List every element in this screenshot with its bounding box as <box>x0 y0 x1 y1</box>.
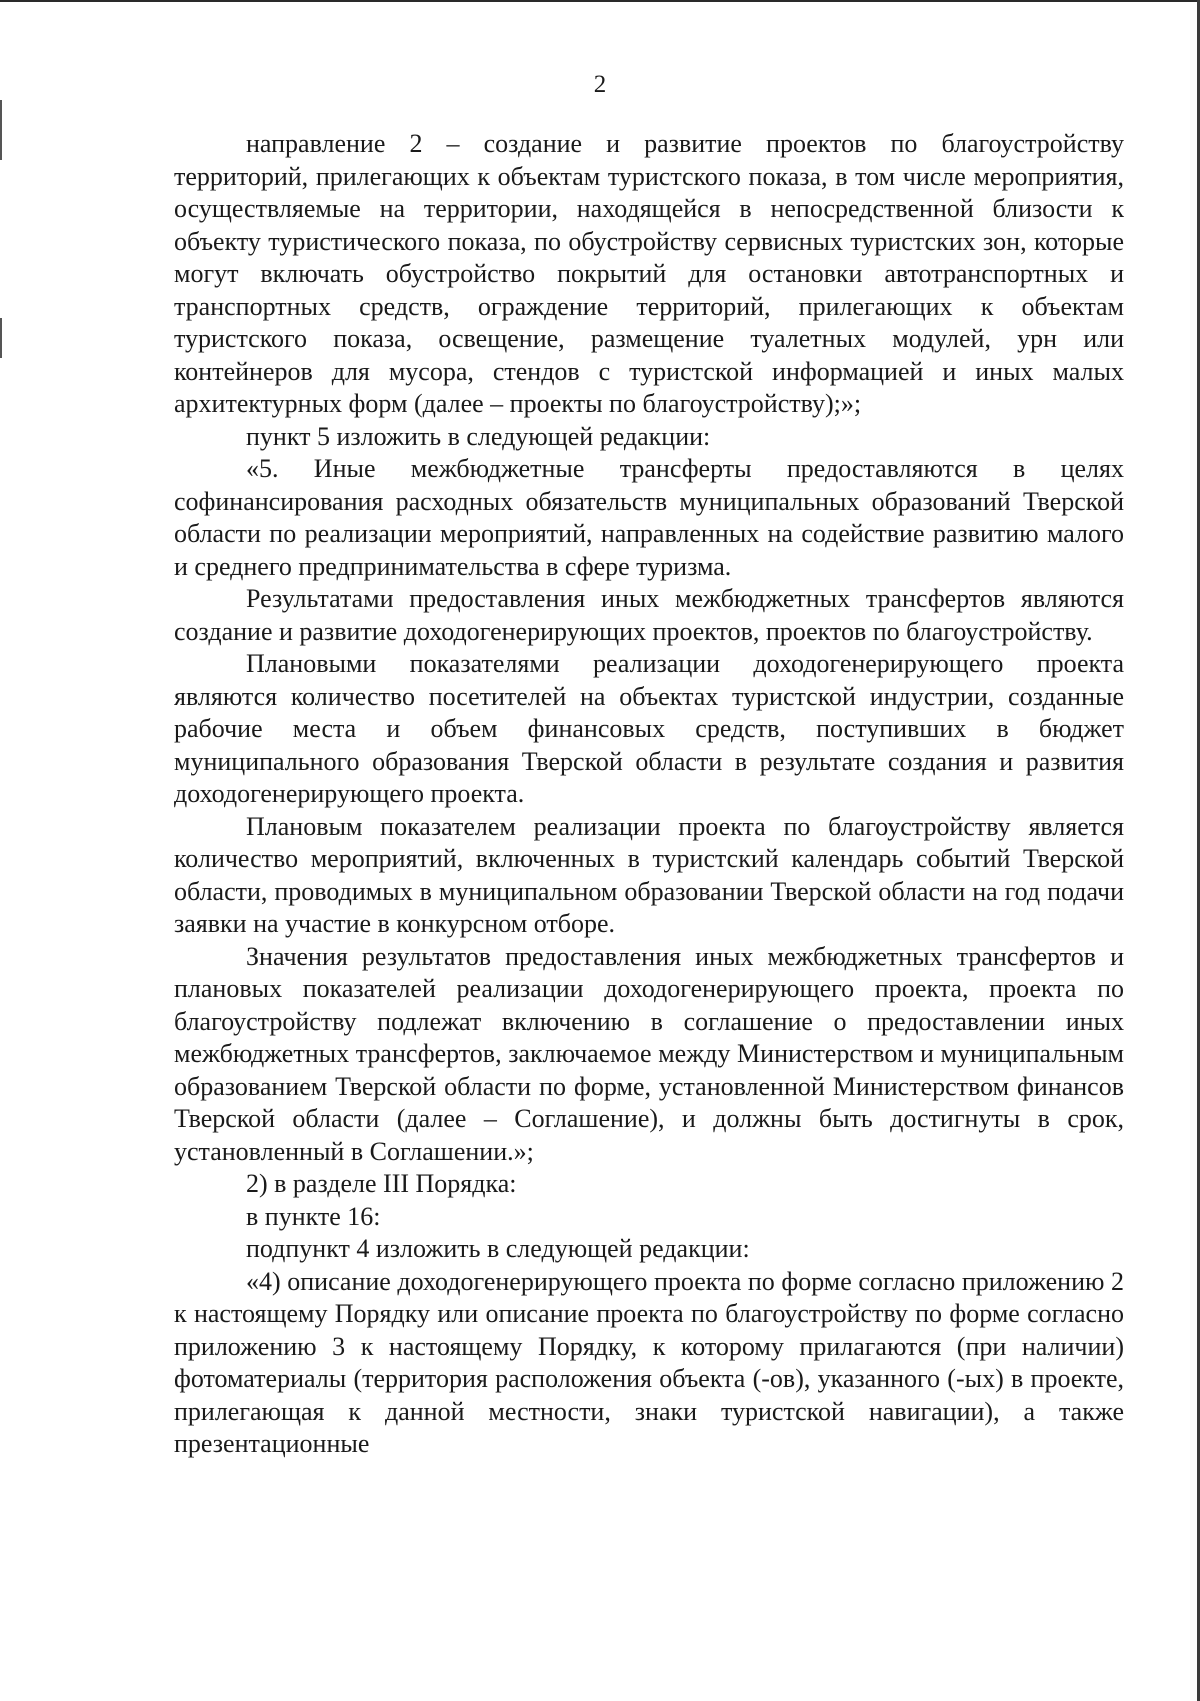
paragraph-item-16: в пункте 16: <box>246 1201 381 1231</box>
document-body <box>174 128 1124 1461</box>
scan-top-edge <box>0 0 1200 2</box>
page-number: 2 <box>593 71 607 98</box>
paragraph-item-5: «5. Иные межбюджетные трансферты предоставляются в целях софинансирования расходных обязательств муниципальных образований Тверской области по реализации мероприятий, направленных на содействие развитию малого и среднего предпринимательства в сфере туризма. <box>174 454 1124 581</box>
paragraph-results: Результатами предоставления иных межбюджетных трансфертов являются создание и развитие доходогенерирующих проектов, проектов по благоустройству. <box>174 584 1124 646</box>
paragraph-direction-2: направление 2 – создание и развитие проектов по благоустройству территорий, прилегающих к объектам туристского показа, в том числе мероприятия, осуществляемые на территории, находящейся в непосредственной близости к объекту туристического показа, по обустройству сервисных туристских зон, которые могут включать обустройство покрытий для остановки автотранспортных и транспортных средств, ограждение территорий, прилегающих к объектам туристского показа, освещение, размещение туалетных модулей, урн или контейнеров для мусора, стендов с туристской информацией и иных малых архитектурных форм (далее – проекты по благоустройству);»; <box>174 129 1124 418</box>
paragraph-item-5-intro: пункт 5 изложить в следующей редакции: <box>246 421 711 451</box>
paragraph-subitem-4-intro: подпункт 4 изложить в следующей редакции: <box>246 1234 750 1263</box>
scan-left-mark <box>0 318 2 358</box>
paragraph-subitem-4: «4) описание доходогенерирующего проекта по форме согласно приложению 2 к настоящему Порядку или описание проекта по благоустройству по форме согласно приложению 3 к настоящему Порядку, к которому прилагаются (при наличии) фотоматериалы (территория расположения объекта (-ов), указанного (-ых) в проекте, прилегающая к данной местности, знаки туристской навигации), а также презентационные <box>174 1266 1124 1458</box>
paragraph-agreement: Значения результатов предоставления иных межбюджетных трансфертов и плановых показателей реализации доходогенерирующего проекта, проекта по благоустройству подлежат включению в соглашение о предоставлении иных межбюджетных трансфертов, заключаемое между Министерством и муниципальным образованием Тверской области по форме, установленной Министерством финансов Тверской области (далее – Соглашение), и должны быть достигнуты в срок, установленный в Соглашении.»; <box>174 941 1124 1166</box>
paragraph-section-3: 2) в разделе III Порядка: <box>246 1169 517 1198</box>
paragraph-income-indicators: Плановыми показателями реализации доходогенерирующего проекта являются количество посетителей на объектах туристской индустрии, созданные рабочие места и объем финансовых средств, поступивших в бюджет муниципального образования Тверской области в результате создания и развития доходогенерирующего проекта. <box>174 649 1124 808</box>
scan-left-mark <box>0 100 2 160</box>
paragraph-improvement-indicator: Плановым показателем реализации проекта по благоустройству является количество мероприятий, включенных в туристский календарь событий Тверской области, проводимых в муниципальном образовании Тверской области на год подачи заявки на участие в конкурсном отборе. <box>174 811 1124 938</box>
